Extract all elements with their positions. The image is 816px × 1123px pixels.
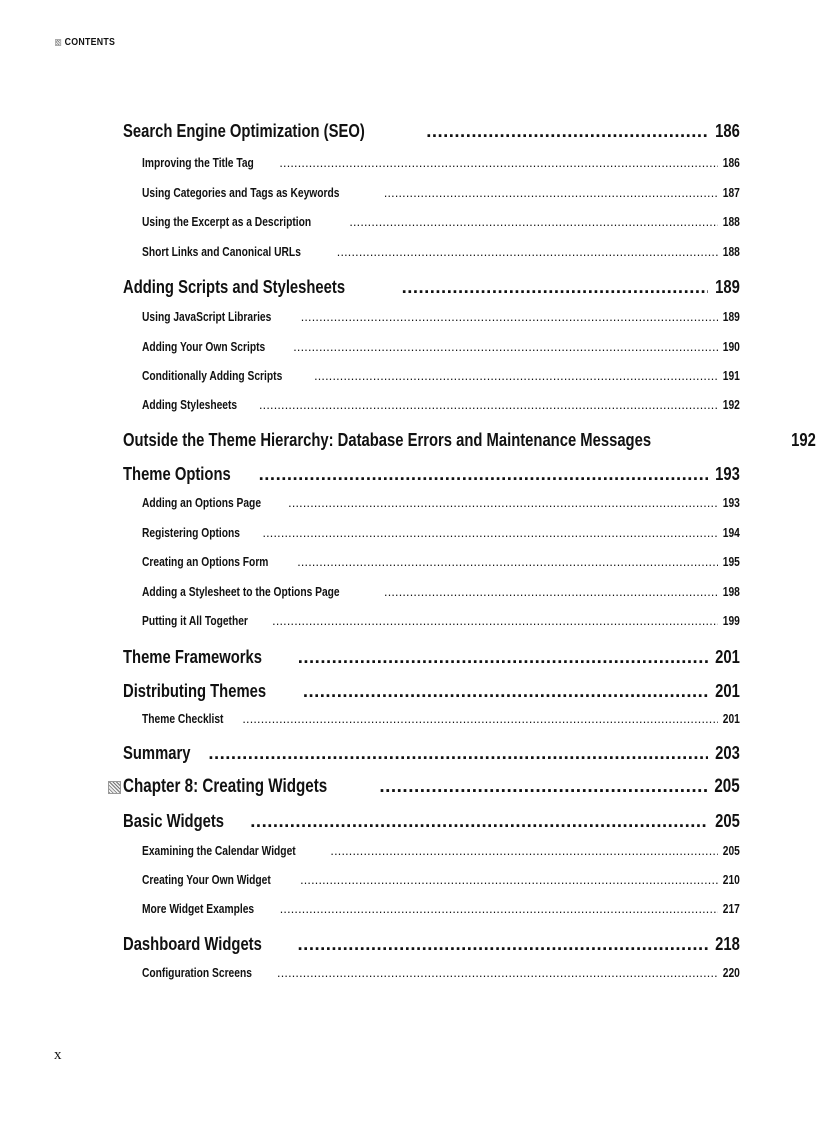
toc-entry-page: 198 [722,585,740,599]
toc-leader-dots [259,398,718,412]
toc-entry-subsection[interactable] [142,614,740,632]
toc-entry-page: 195 [722,555,740,569]
toc-entry-title: Summary [123,742,191,763]
toc-entry-title: Using JavaScript Libraries [142,310,272,324]
toc-entry-section[interactable] [123,810,740,834]
toc-entry-section[interactable] [123,276,740,300]
toc-entry-title: Theme Options [123,463,231,484]
toc-entry-subsection[interactable] [142,156,740,174]
toc-leader-dots [314,369,718,383]
toc-leader-dots [379,776,707,798]
toc-entry-page: 205 [714,776,740,797]
toc-entry-title: Adding Scripts and Stylesheets [123,276,346,297]
toc-leader-dots [349,215,718,229]
toc-leader-dots [298,646,708,668]
toc-entry-section[interactable] [123,646,740,670]
toc-entry-page: 201 [715,680,740,701]
toc-entry-page: 193 [715,463,740,484]
toc-entry-page: 190 [722,340,740,354]
toc-entry-title: Short Links and Canonical URLs [142,245,301,259]
toc-leader-dots [272,614,718,628]
toc-entry-page: 188 [722,245,740,259]
toc-entry-title: Improving the Title Tag [142,156,254,170]
toc-entry-subsection[interactable] [142,215,740,233]
header-label: CONTENTS [64,37,116,48]
toc-entry-title: More Widget Examples [142,902,255,916]
toc-entry-page: 192 [791,429,816,450]
toc-entry-subsection[interactable] [142,966,740,984]
toc-entry-title: Adding an Options Page [142,496,262,510]
toc-entry-title: Examining the Calendar Widget [142,844,296,858]
toc-entry-section[interactable] [123,463,740,487]
toc-entry-title: Creating Your Own Widget [142,873,271,887]
toc-entry-page: 188 [722,215,740,229]
toc-leader-dots [288,496,718,510]
toc-entry-page: 217 [722,902,740,916]
toc-entry-page: 205 [715,810,740,831]
toc-entry-section[interactable] [123,429,816,453]
toc-leader-dots [384,186,718,200]
toc-entry-title: Dashboard Widgets [123,933,262,954]
chapter-marker-icon [108,781,121,794]
toc-entry-page: 189 [715,276,740,297]
toc-entry-title: Creating an Options Form [142,555,269,569]
toc-entry-section[interactable] [123,120,740,144]
toc-entry-page: 203 [715,742,740,763]
toc-entry-subsection[interactable] [142,902,740,920]
toc-leader-dots [301,310,718,324]
toc-entry-title: Search Engine Optimization (SEO) [123,120,365,141]
toc-entry-page: 192 [722,398,740,412]
toc-entry-subsection[interactable] [142,369,740,387]
toc-entry-subsection[interactable] [142,526,740,544]
toc-entry-title: Registering Options [142,526,240,540]
toc-entry-subsection[interactable] [142,496,740,514]
toc-entry-subsection[interactable] [142,310,740,328]
toc-leader-dots [262,526,718,540]
toc-leader-dots [297,555,718,569]
toc-entry-section[interactable] [123,680,740,704]
toc-leader-dots [208,742,708,764]
toc-entry-page: 199 [722,614,740,628]
toc-entry-page: 193 [722,496,740,510]
toc-entry-title: Basic Widgets [123,810,225,831]
toc-entry-page: 210 [722,873,740,887]
toc-leader-dots [250,810,708,832]
toc-leader-dots [277,966,718,980]
toc-entry-title: Using the Excerpt as a Description [142,215,312,229]
toc-entry-title: Theme Checklist [142,712,224,726]
toc-entry-title: Conditionally Adding Scripts [142,369,283,383]
toc-leader-dots [279,156,718,170]
toc-entry-title: Using Categories and Tags as Keywords [142,186,340,200]
toc-entry-subsection[interactable] [142,555,740,573]
toc-entry-title: Adding Stylesheets [142,398,238,412]
toc-entry-chapter[interactable] [123,776,740,800]
toc-entry-page: 187 [722,186,740,200]
toc-entry-title: Theme Frameworks [123,646,263,667]
toc-entry-page: 205 [722,844,740,858]
toc-entry-page: 201 [715,646,740,667]
toc-entry-title: Outside the Theme Hierarchy: Database Errors and Maintenance Messages [123,429,652,450]
toc-leader-dots [280,902,718,916]
toc-leader-dots [298,933,709,955]
toc-entry-subsection[interactable] [142,186,740,204]
toc-leader-dots [330,844,718,858]
page-number: x [54,1047,62,1063]
toc-entry-page: 186 [715,120,740,141]
toc-entry-page: 191 [722,369,740,383]
toc-entry-title: Distributing Themes [123,680,267,701]
toc-leader-dots [384,585,718,599]
toc-entry-subsection[interactable] [142,585,740,603]
toc-entry-title: Configuration Screens [142,966,252,980]
toc-entry-section[interactable] [123,933,740,957]
toc-leader-dots [303,680,708,702]
toc-entry-page: 194 [722,526,740,540]
toc-entry-page: 201 [722,712,740,726]
toc-leader-dots [300,873,718,887]
toc-entry-title: Adding Your Own Scripts [142,340,266,354]
toc-entry-subsection[interactable] [142,844,740,862]
toc-entry-page: 218 [715,933,740,954]
toc-leader-dots [337,245,718,259]
toc-entry-subsection[interactable] [142,245,740,263]
toc-leader-dots [293,340,718,354]
toc-entry-page: 189 [722,310,740,324]
toc-leader-dots [426,120,708,142]
toc-entry-section[interactable] [123,742,740,766]
toc-leader-dots [259,463,708,485]
toc-entry-page: 220 [722,966,740,980]
toc-leader-dots [402,276,709,298]
toc-entry-subsection[interactable] [142,340,740,358]
toc-entry-title: Putting it All Together [142,614,248,628]
toc-entry-title: Adding a Stylesheet to the Options Page [142,585,340,599]
toc-entry-subsection[interactable] [142,398,740,416]
toc-entry-page: 186 [722,156,740,170]
toc-leader-dots [242,712,718,726]
toc-entry-title: Chapter 8: Creating Widgets [123,776,328,797]
toc-entry-subsection[interactable] [142,712,740,730]
toc-entry-subsection[interactable] [142,873,740,891]
